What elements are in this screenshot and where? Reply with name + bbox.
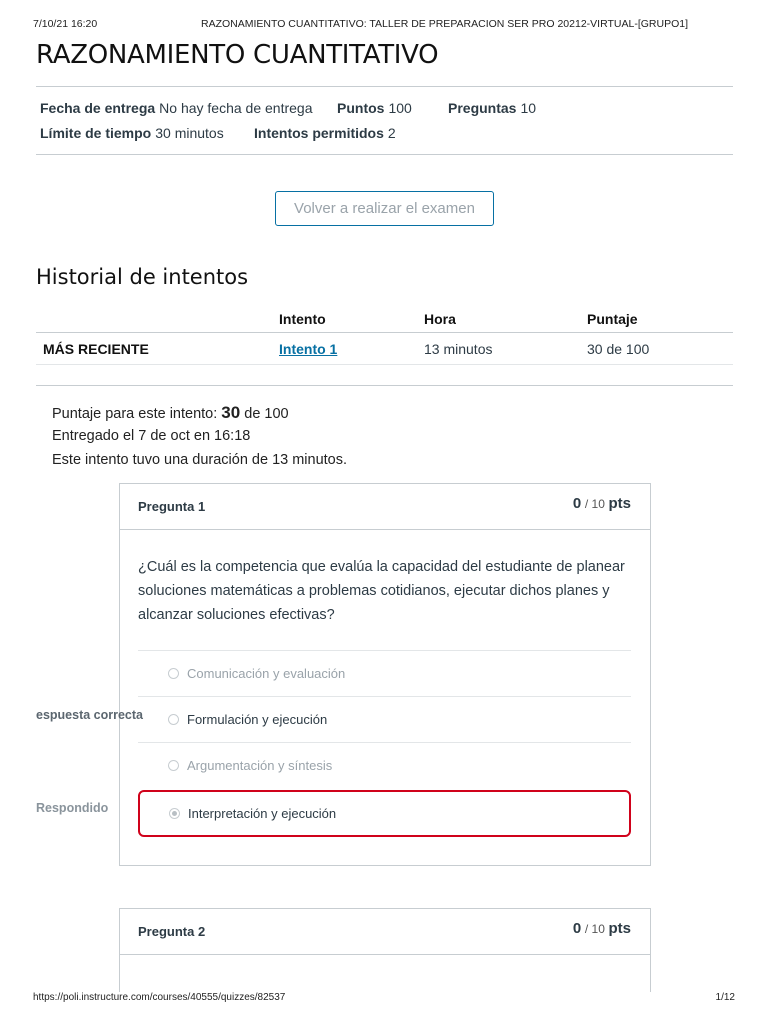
score-value: 30 — [221, 403, 241, 422]
question-header — [120, 484, 650, 530]
divider — [36, 385, 733, 386]
print-page-number: 1/12 — [715, 992, 735, 1003]
question-text: ¿Cuál es la competencia que evalúa la capacidad del estudiante de planear soluciones matemáticas a problemas cotidianos, ejecutar dichos planes y alcanzar soluciones efectivas? — [138, 559, 625, 623]
divider — [36, 86, 733, 87]
duration-text: Este intento tuvo una duración de 13 minutos. — [52, 452, 348, 468]
questions-label: Preguntas — [448, 100, 517, 116]
due-label: Fecha de entrega — [40, 100, 156, 116]
radio-button-selected — [169, 808, 180, 819]
table-divider — [36, 332, 733, 333]
questions-detail — [448, 100, 536, 116]
time-limit-detail — [40, 125, 224, 141]
question-points — [573, 495, 631, 512]
pts-label: pts — [608, 920, 631, 937]
answer-text: Interpretación y ejecución — [188, 806, 337, 821]
points-label: Puntos — [337, 100, 385, 116]
due-value: No hay fecha de entrega — [159, 100, 313, 116]
question-title: Pregunta 1 — [138, 499, 206, 514]
question-points — [573, 920, 631, 937]
table-row-label: MÁS RECIENTE — [43, 341, 149, 357]
time-limit-value: 30 minutos — [155, 125, 224, 141]
time-limit-label: Límite de tiempo — [40, 125, 152, 141]
submitted-text: Entregado el 7 de oct en 16:18 — [52, 428, 251, 444]
answered-label: Respondido — [36, 801, 109, 815]
answer-text: Argumentación y síntesis — [187, 758, 333, 773]
answer-text: Comunicación y evaluación — [187, 666, 346, 681]
answer-option — [138, 650, 631, 696]
points-detail — [337, 100, 412, 116]
question-card — [119, 908, 651, 992]
attempt-1-link[interactable]: Intento 1 — [279, 341, 338, 357]
print-doc-title: RAZONAMIENTO CUANTITATIVO: TALLER DE PREPARACION SER PRO 20212-VIRTUAL-[GRUPO1] — [201, 18, 688, 30]
correct-answer-label: espuesta correcta — [36, 708, 144, 722]
attempt-score: 30 de 100 — [587, 341, 650, 357]
attempts-value: 2 — [387, 125, 396, 141]
question-header — [120, 909, 650, 955]
radio-button — [168, 668, 179, 679]
history-title: Historial de intentos — [36, 265, 249, 289]
radio-button — [168, 714, 179, 725]
quiz-details-row-1 — [40, 100, 313, 116]
column-header-score: Puntaje — [587, 311, 638, 327]
answer-text: Formulación y ejecución — [187, 712, 328, 727]
question-score: 0 — [572, 920, 582, 937]
questions-value: 10 — [520, 100, 537, 116]
answer-option-correct — [138, 696, 631, 742]
column-header-attempt: Intento — [279, 311, 326, 327]
column-header-time: Hora — [424, 311, 456, 327]
question-card — [119, 483, 651, 866]
points-value: 100 — [388, 100, 412, 116]
page-title: RAZONAMIENTO CUANTITATIVO — [36, 40, 439, 70]
question-max: / 10 — [584, 497, 605, 511]
pts-label: pts — [608, 495, 631, 512]
question-max: / 10 — [584, 922, 605, 936]
print-url: https://poli.instructure.com/courses/40555/quizzes/82537 — [33, 992, 286, 1003]
answer-option-selected — [138, 790, 631, 837]
score-suffix: de 100 — [244, 406, 289, 422]
retake-quiz-button[interactable]: Volver a realizar el examen — [275, 191, 494, 226]
radio-button — [168, 760, 179, 771]
attempts-detail — [254, 125, 396, 141]
divider — [36, 154, 733, 155]
question-title: Pregunta 2 — [138, 924, 206, 939]
answer-option — [138, 742, 631, 788]
score-prefix: Puntaje para este intento: — [52, 406, 218, 422]
print-datetime: 7/10/21 16:20 — [33, 18, 98, 30]
question-score: 0 — [572, 495, 582, 512]
attempt-time: 13 minutos — [424, 341, 493, 357]
table-divider — [36, 364, 733, 365]
attempt-score-summary — [52, 403, 289, 423]
attempts-label: Intentos permitidos — [254, 125, 384, 141]
